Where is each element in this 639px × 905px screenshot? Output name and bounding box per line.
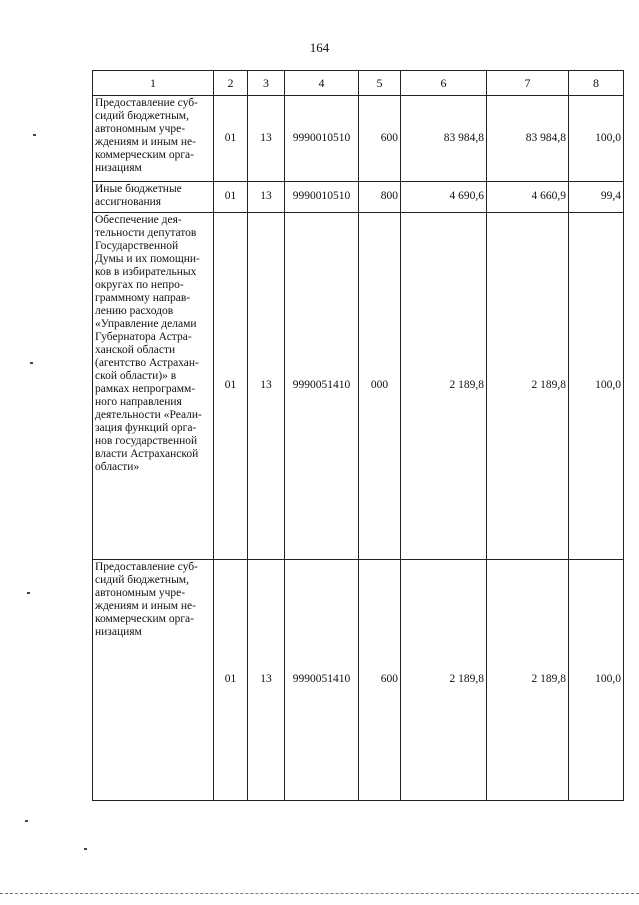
- scan-speck: [30, 362, 33, 364]
- table-header-row: [93, 71, 624, 96]
- planned-amount: 2 189,8: [401, 559, 487, 800]
- expense-type-code: 600: [359, 96, 401, 182]
- target-article-code: 9990010510: [285, 182, 359, 212]
- page-bottom-edge: [0, 893, 639, 894]
- scan-speck: [27, 592, 30, 594]
- table-row: [93, 559, 624, 800]
- expense-type-code: 800: [359, 182, 401, 212]
- scan-speck: [84, 848, 87, 850]
- executed-amount: 83 984,8: [487, 96, 569, 182]
- row-description: [93, 559, 214, 800]
- subsection-code: 13: [248, 212, 285, 559]
- description-text: Иные бюджетные ассигнования: [95, 183, 182, 209]
- description-text: Предоставление суб- сидий бюджетным, автономным учре- ждениям и иным не- коммерческим орга- низациям: [95, 560, 198, 638]
- executed-amount: 4 660,9: [487, 182, 569, 212]
- row-description: [93, 96, 214, 182]
- description-text: Обеспечение дея- тельности депутатов Государственной Думы и их помощни- ков в избирательных округах по непро- граммному направ- лению расходов «Управление делами Губернатора Астра- ханской области (агентство Астрахан- ской области)» в рамках непрограмм- ного направления деятельности «Реали- зация функций орга- нов государственной власти Астраханской области»: [95, 213, 202, 473]
- executed-amount: 2 189,8: [487, 212, 569, 559]
- column-header: 3: [248, 71, 285, 96]
- column-header: 6: [401, 71, 487, 96]
- executed-amount: 2 189,8: [487, 559, 569, 800]
- planned-amount: 4 690,6: [401, 182, 487, 212]
- table-row: [93, 212, 624, 559]
- execution-percent: 100,0: [569, 212, 624, 559]
- column-header: 4: [285, 71, 359, 96]
- target-article-code: 9990051410: [285, 559, 359, 800]
- execution-percent: 99,4: [569, 182, 624, 212]
- column-header: 1: [93, 71, 214, 96]
- execution-percent: 100,0: [569, 559, 624, 800]
- target-article-code: 9990010510: [285, 96, 359, 182]
- subsection-code: 13: [248, 96, 285, 182]
- section-code: 01: [214, 559, 248, 800]
- column-header: 5: [359, 71, 401, 96]
- subsection-code: 13: [248, 182, 285, 212]
- section-code: 01: [214, 182, 248, 212]
- target-article-code: 9990051410: [285, 212, 359, 559]
- row-description: [93, 182, 214, 212]
- section-code: 01: [214, 212, 248, 559]
- row-description: [93, 212, 214, 559]
- page-number: 164: [309, 40, 330, 55]
- planned-amount: 83 984,8: [401, 96, 487, 182]
- description-text: Предоставление суб- сидий бюджетным, автономным учре- ждениям и иным не- коммерческим орга- низациям: [95, 97, 198, 175]
- table-row: [93, 96, 624, 182]
- column-header: 7: [487, 71, 569, 96]
- expense-type-code: 000: [359, 212, 401, 559]
- scan-speck: [33, 134, 36, 136]
- column-header: 8: [569, 71, 624, 96]
- subsection-code: 13: [248, 559, 285, 800]
- table-row: [93, 182, 624, 212]
- execution-percent: 100,0: [569, 96, 624, 182]
- column-header: 2: [214, 71, 248, 96]
- planned-amount: 2 189,8: [401, 212, 487, 559]
- expense-type-code: 600: [359, 559, 401, 800]
- section-code: 01: [214, 96, 248, 182]
- scan-speck: [25, 820, 28, 822]
- budget-table: [92, 70, 624, 801]
